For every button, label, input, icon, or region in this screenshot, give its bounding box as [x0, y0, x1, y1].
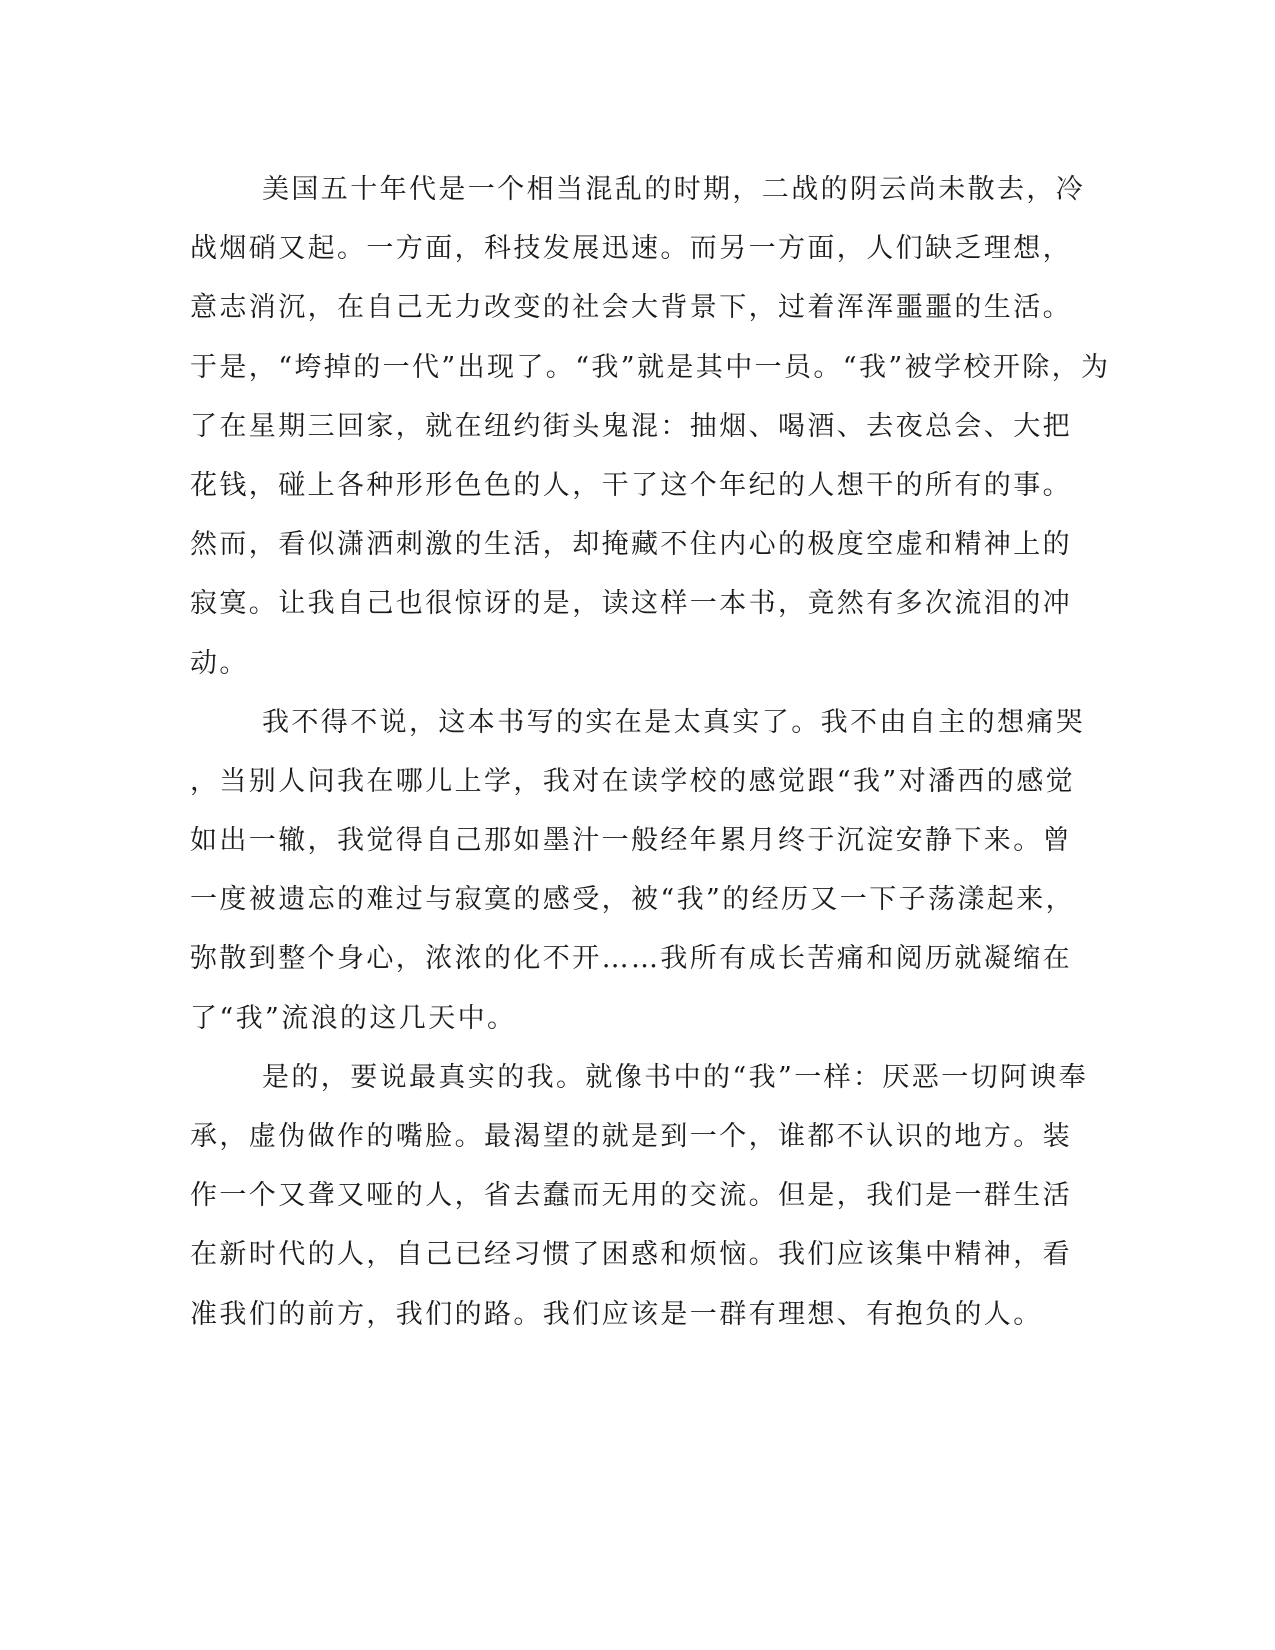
text-line: 战烟硝又起。一方面，科技发展迅速。而另一方面，人们缺乏理想，: [190, 233, 1072, 265]
text-line: 在新时代的人，自己已经习惯了困惑和烦恼。我们应该集中精神，看: [190, 1239, 1072, 1271]
text-line: 寂寞。让我自己也很惊讶的是，读这样一本书，竟然有多次流泪的冲: [190, 588, 1072, 620]
text-line: 如出一辙，我觉得自己那如墨汁一般经年累月终于沉淀安静下来。曾: [190, 825, 1072, 857]
text-line: 我不得不说，这本书写的实在是太真实了。我不由自主的想痛哭: [262, 706, 1086, 738]
paragraph-1: [190, 160, 1111, 693]
text-line: 承，虚伪做作的嘴脸。最渴望的就是到一个，谁都不认识的地方。装: [190, 1121, 1072, 1152]
text-line: ，当别人问我在哪儿上学，我对在读学校的感觉跟“我”对潘西的感觉: [190, 765, 1076, 797]
text-line: 动。: [190, 647, 249, 679]
text-line: 弥散到整个身心，浓浓的化不开……我所有成长苦痛和阅历就凝缩在: [190, 943, 1072, 975]
text-line: 准我们的前方，我们的路。我们应该是一群有理想、有抱负的人。: [190, 1298, 1043, 1330]
text-line: 了“我”流浪的这几天中。: [190, 1002, 517, 1034]
text-line: 意志消沉，在自己无力改变的社会大背景下，过着浑浑噩噩的生活。: [190, 292, 1072, 324]
text-line: 了在星期三回家，就在纽约街头鬼混：抽烟、喝酒、去夜总会、大把: [190, 410, 1072, 442]
text-line: 作一个又聋又哑的人，省去蠢而无用的交流。但是，我们是一群生活: [190, 1180, 1072, 1212]
text-line: 美国五十年代是一个相当混乱的时期，二战的阴云尚未散去，冷: [262, 174, 1086, 205]
paragraph-3: [190, 1048, 1089, 1344]
text-line: 花钱，碰上各种形形色色的人，干了这个年纪的人想干的所有的事。: [190, 469, 1072, 501]
text-line: 然而，看似潇洒刺激的生活，却掩藏不住内心的极度空虚和精神上的: [190, 529, 1072, 561]
text-line: 是的，要说最真实的我。就像书中的“我”一样：厌恶一切阿谀奉: [262, 1061, 1089, 1093]
body-text: [190, 160, 1111, 1344]
text-line: 一度被遗忘的难过与寂寞的感受，被“我”的经历又一下子荡漾起来，: [190, 884, 1076, 916]
paragraph-2: [190, 693, 1086, 1048]
text-line: 于是，“垮掉的一代”出现了。“我”就是其中一员。“我”被学校开除，为: [190, 351, 1111, 383]
